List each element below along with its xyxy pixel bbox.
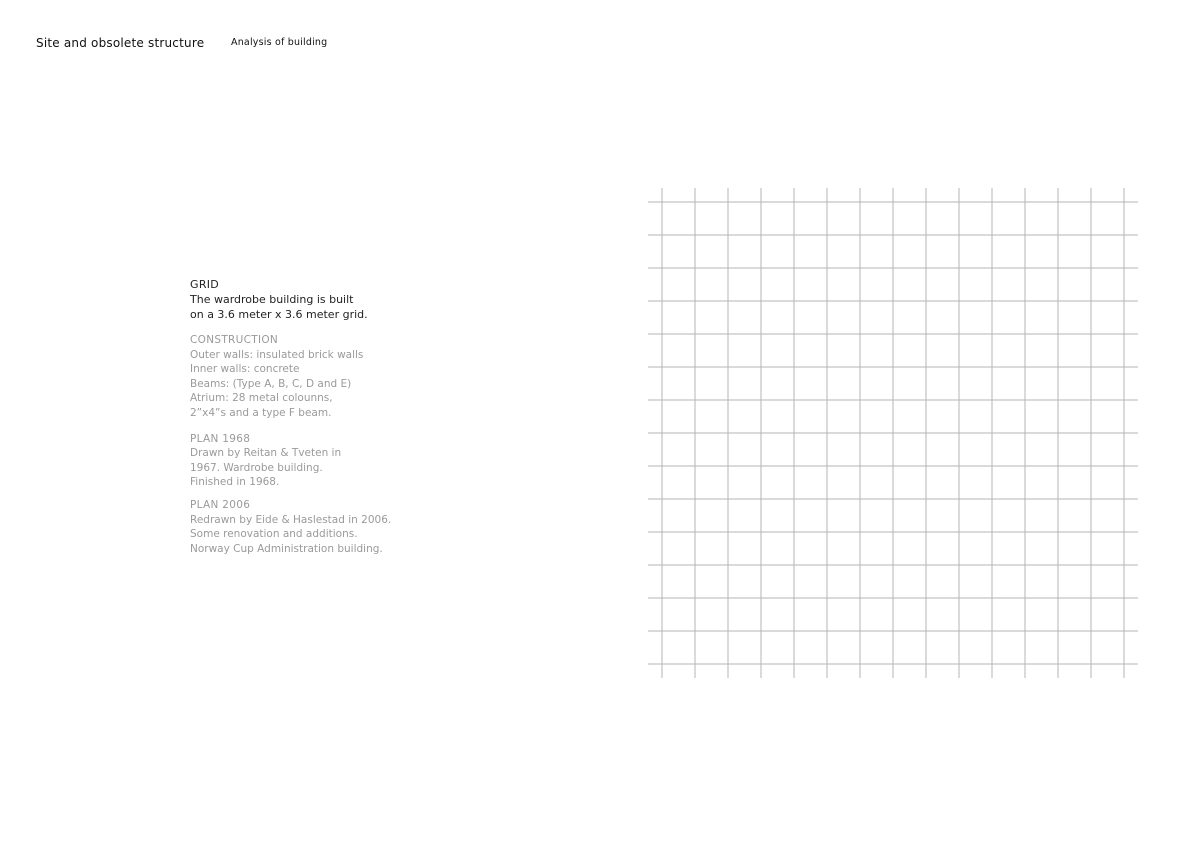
plan-1968-line: Finished in 1968. — [190, 476, 280, 489]
page-subtitle: Analysis of building — [231, 37, 328, 48]
construction-line: Outer walls: insulated brick walls — [190, 348, 364, 361]
plan-1968-line: 1967. Wardrobe building. — [190, 461, 323, 474]
construction-heading: CONSTRUCTION — [190, 334, 279, 346]
plan-1968-section — [190, 432, 490, 490]
plan-1968-line: Drawn by Reitan & Tveten in — [190, 447, 342, 460]
construction-line: Atrium: 28 metal colounns, — [190, 392, 333, 405]
page-title: Site and obsolete structure — [36, 36, 205, 50]
plan-2006-line: Redrawn by Eide & Haslestad in 2006. — [190, 513, 392, 526]
grid-section — [190, 278, 490, 322]
construction-line: Beams: (Type A, B, C, D and E) — [190, 377, 352, 390]
plan-2006-line: Some renovation and additions. — [190, 528, 358, 541]
plan-2006-section — [190, 498, 490, 556]
construction-line: Inner walls: concrete — [190, 363, 300, 376]
structural-grid-diagram — [640, 180, 1150, 685]
plan-1968-heading: PLAN 1968 — [190, 432, 251, 445]
grid-line: The wardrobe building is built — [190, 293, 354, 306]
grid-heading: GRID — [190, 278, 220, 291]
construction-line: 2”x4”s and a type F beam. — [190, 406, 332, 419]
construction-section — [190, 333, 490, 421]
grid-line: on a 3.6 meter x 3.6 meter grid. — [190, 308, 368, 321]
plan-2006-line: Norway Cup Administration building. — [190, 542, 383, 555]
notes-panel — [190, 278, 490, 556]
plan-2006-heading: PLAN 2006 — [190, 498, 251, 511]
